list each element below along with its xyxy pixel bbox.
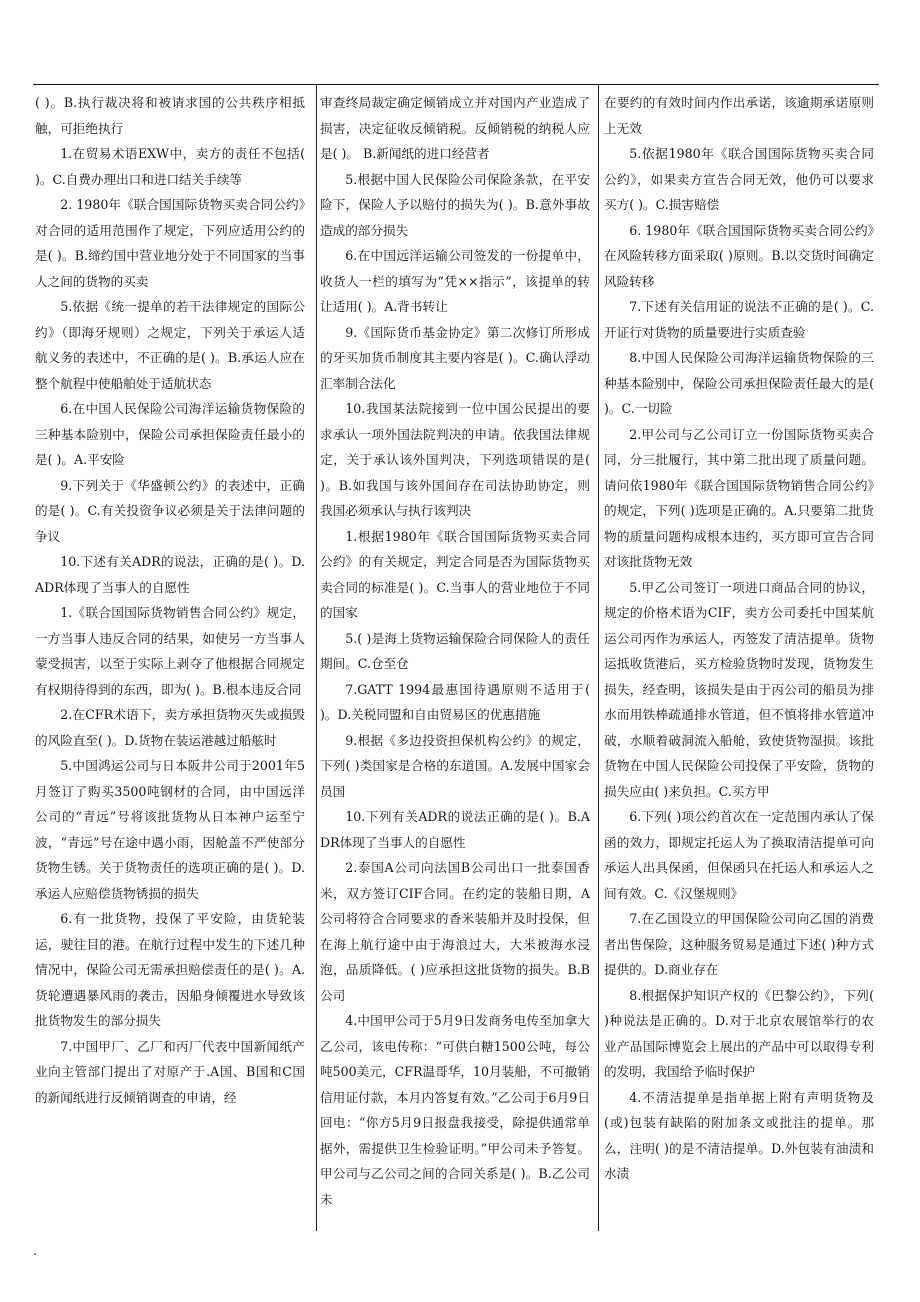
column-divider-2	[598, 85, 599, 1231]
text-column-3	[604, 90, 874, 1187]
paragraph: 5.依据《统一提单的若干法律规定的国际公约》（即海牙规则）之规定，下列关于承运人适 航义务的表述中，不正确的是( )。B.承运人应在整个航程中使船舶处于适航状态	[35, 299, 305, 391]
paragraph: 6.有一批货物，投保了平安险，由货轮装运，驶往目的港。在航行过程中发生的下述几种情况中，保险公司无需承担赔偿责任的是( )。A.货轮遭遇暴风雨的袭击，因船身倾覆进水导致该批货物发生的部分损失	[35, 911, 305, 1028]
paragraph: 8.根据保护知识产权的《巴黎公约》，下列( )种说法是正确的。D.对于北京农展馆举行的农业产品国际博览会上展出的产品中可以取得专利的发明，我国给予临时保护	[604, 987, 874, 1079]
paragraph: 1.在贸易术语EXW中，卖方的责任不包括( )。C.自费办理出口和进口结关手续等	[35, 146, 305, 187]
paragraph: 9.根据《多边投资担保机构公约》的规定，下列( )类国家是合格的东道国。A.发展中国家会员国	[320, 732, 590, 799]
paragraph: 6.在中国远洋运输公司签发的一份提单中，收货人一栏的填写为“凭××指示”，该提单的转让适用( )。A.背书转让	[320, 248, 590, 314]
paragraph: 5.( )是海上货物运输保险合同保险人的责任期间。C.仓至仓	[320, 630, 590, 671]
paragraph: 8.中国人民保险公司海洋运输货物保险的三种基本险别中，保险公司承担保险责任最大的是( )。C.一切险	[604, 350, 874, 416]
paragraph: 6. 1980年《联合国国际货物买卖合同公约》在风险转移方面采取( )原则。B.以交货时间确定风险转移	[604, 222, 874, 289]
paragraph: 5.中国鸿运公司与日本阪井公司于2001年5月签订了购买3500吨钢材的合同，由中国远洋公司的“青远”号将该批货物从日本神户运至宁波，“青远”号在途中遇小雨，因舱盖不严使部分货物生锈。关于货物责任的选项正确的是( )。D.承运人应赔偿货物锈损的损失	[35, 758, 305, 901]
paragraph: 4.中国甲公司于5月9日发商务电传至加拿大乙公司，该电传称：“可供白糖1500公吨，每公吨500美元，CFR温哥华，10月装船，不可撤销信用证付款，本月内答复有效。”乙公司于6月9日回电：“你方5月9日报盘我接受，除提供通常单据外，需提供卫生检验证明。”甲公司未予答复。甲公司与乙公司之间的合同关系是( )。B.乙公司未	[320, 1013, 590, 1207]
paragraph: 10.下列有关ADR的说法正确的是( )。B.ADR体现了当事人的自愿性	[320, 809, 590, 850]
paragraph: 7.中国甲厂、乙厂和丙厂代表中国新闻纸产业向主管部门提出了对原产于.A国、B国和C国的新闻纸进行反倾销调查的申请，经	[35, 1038, 305, 1105]
text-column-1	[35, 90, 305, 1110]
paragraph: 2.甲公司与乙公司订立一份国际货物买卖合同，分三批履行，其中第二批出现了质量问题。请问依1980年《联合国国际货物销售合同公约》的规定，下列( )选项是正确的。A.只要第二批货物的质量问题构成根本违约，买方即可宣告合同对该批货物无效	[604, 426, 874, 569]
paragraph: 在要约的有效时间内作出承诺，该逾期承诺原则上无效	[604, 95, 874, 136]
column-divider-1	[316, 85, 317, 1231]
paragraph: 6.在中国人民保险公司海洋运输货物保险的三种基本险别中，保险公司承担保险责任最小的是( )。A.平安险	[35, 401, 305, 467]
text-column-2	[320, 90, 590, 1212]
footer-mark: .	[33, 1244, 37, 1258]
paragraph: 7.GATT 1994最惠国待遇原则不适用于( )。D.关税同盟和自由贸易区的优惠措施	[320, 681, 590, 722]
paragraph: 7.下述有关信用证的说法不正确的是( )。C.开证行对货物的质量要进行实质查验	[604, 299, 874, 340]
paragraph: 7.在乙国设立的甲国保险公司向乙国的消费者出售保险，这种服务贸易是通过下述( )种方式提供的。D.商业存在	[604, 911, 874, 977]
paragraph: 9.下列关于《华盛顿公约》的表述中，正确的是( )。C.有关投资争议必须是关于法律问题的争议	[35, 477, 305, 544]
paragraph: 10.我国某法院接到一位中国公民提出的要求承认一项外国法院判决的申请。依我国法律规定，关于承认该外国判决，下列选项错误的是( )。B.如我国与该外国间存在司法协助协定，则我国必须承认与执行该判决	[320, 401, 590, 518]
paragraph: 10.下述有关ADR的说法，正确的是( )。D.ADR体现了当事人的自愿性	[35, 554, 305, 595]
top-rule	[33, 84, 879, 85]
paragraph: 5.甲乙公司签订一项进口商品合同的协议，规定的价格术语为CIF，卖方公司委托中国某航运公司丙作为承运人，丙签发了清洁提单。货物运抵收货港后，买方检验货物时发现，货物发生损失，经查明，该损失是由于丙公司的船员为排水而用铁棒疏通排水管道，但不慎将排水管道冲破，水顺着破洞流入船舱，致使货物湿损。该批货物在中国人民保险公司投保了平安险，货物的损失应由( )来负担。C.买方甲	[604, 579, 874, 799]
paragraph: 2.在CFR术语下，卖方承担货物灭失或损毁的风险直至( )。D.货物在装运港越过船舷时	[35, 707, 305, 748]
paragraph: 2. 1980年《联合国国际货物买卖合同公约》对合同的适用范围作了规定，下列应适用公约的是( )。B.缔约国中营业地分处于不同国家的当事人之间的货物的买卖	[35, 197, 305, 289]
paragraph: 5.依据1980年《联合国国际货物买卖合同公约》，如果卖方宣告合同无效，他仍可以要求买方( )。C.损害赔偿	[604, 146, 874, 212]
paragraph: 2.泰国A公司向法国B公司出口一批泰国香米，双方签订CIF合同。在约定的装船日期，A公司将符合合同要求的香米装船并及时投保，但在海上航行途中由于海浪过大，大米被海水浸泡，品质降低。( )应承担这批货物的损失。B.B公司	[320, 860, 590, 1003]
paragraph: ( )。B.执行裁决将和被请求国的公共秩序相抵触，可拒绝执行	[35, 95, 305, 136]
paragraph: 1.《联合国国际货物销售合同公约》规定，一方当事人违反合同的结果，如使另一方当事人蒙受损害，以至于实际上剥夺了他根据合同规定有权期待得到的东西，即为( )。B.根本违反合同	[35, 605, 305, 697]
paragraph: 4.不清洁提单是指单据上附有声明货物及(或)包装有缺陷的附加条文或批注的提单。那么，注明( )的是不清洁提单。D.外包装有油渍和水渍	[604, 1089, 874, 1181]
paragraph: 审查终局裁定确定倾销成立并对国内产业造成了损害，决定征收反倾销税。反倾销税的纳税人应是( )。 B.新闻纸的进口经营者	[320, 95, 590, 161]
paragraph: 9.《国际货币基金协定》第二次修订所形成的牙买加货币制度其主要内容是( )。C.确认浮动汇率制合法化	[320, 324, 590, 391]
paragraph: 5.根据中国人民保险公司保险条款，在平安险下，保险人予以赔付的损失为( )。B.意外事故造成的部分损失	[320, 171, 590, 238]
paragraph: 6.下列( )项公约首次在一定范围内承认了保函的效力，即规定托运人为了换取清洁提单可向承运人出具保函，但保函只在托运人和承运人之间有效。C.《汉堡规则》	[604, 809, 874, 901]
paragraph: 1.根据1980年《联合国国际货物买卖合同公约》的有关规定，判定合同是否为国际货物买卖合同的标准是( )。C.当事人的营业地位于不同的国家	[320, 528, 590, 620]
